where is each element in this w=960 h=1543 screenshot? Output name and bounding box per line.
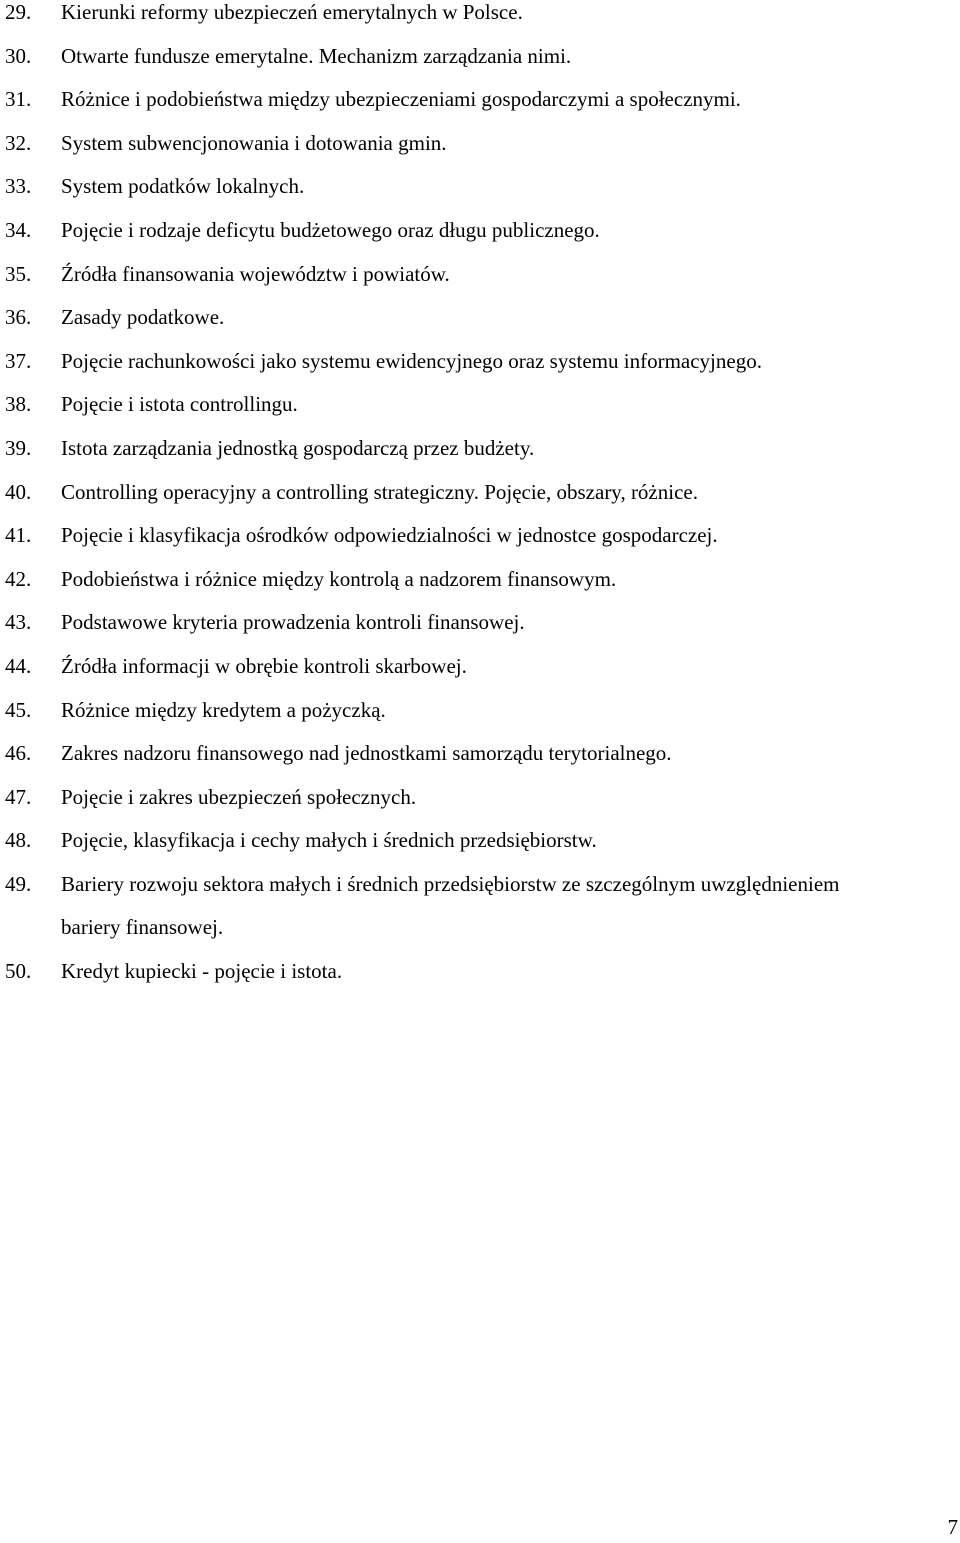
topic-number: 39. <box>5 435 32 460</box>
topic-item <box>5 863 905 950</box>
topic-text: Pojęcie rachunkowości jako systemu ewidencyjnego oraz systemu informacyjnego. <box>61 348 762 373</box>
topic-number: 34. <box>5 217 32 242</box>
topic-number: 38. <box>5 392 32 417</box>
topic-text: Bariery rozwoju sektora małych i średnich przedsiębiorstw ze szczególnym uwzględnieniem bariery finansowej. <box>61 871 840 940</box>
topic-text: Pojęcie, klasyfikacja i cechy małych i średnich przedsiębiorstw. <box>61 828 597 853</box>
topic-number: 37. <box>5 348 32 373</box>
topic-number: 36. <box>5 305 32 330</box>
topic-item <box>5 471 905 515</box>
topic-item <box>5 427 905 471</box>
topic-text: Zasady podatkowe. <box>61 305 225 330</box>
topic-text: Kredyt kupiecki - pojęcie i istota. <box>61 959 343 984</box>
topic-text: System podatków lokalnych. <box>61 174 305 199</box>
topic-number: 31. <box>5 87 32 112</box>
topic-number: 42. <box>5 566 32 591</box>
topic-text: Otwarte fundusze emerytalne. Mechanizm zarządzania nimi. <box>61 43 572 68</box>
topic-text: Pojęcie i istota controllingu. <box>61 392 298 417</box>
topic-item <box>5 340 905 384</box>
topic-text: Źródła informacji w obrębie kontroli skarbowej. <box>61 653 467 678</box>
topic-text: Pojęcie i zakres ubezpieczeń społecznych. <box>61 784 417 809</box>
topic-item <box>5 950 905 994</box>
topic-item <box>5 209 905 253</box>
topic-item <box>5 776 905 820</box>
topic-text: Różnice między kredytem a pożyczką. <box>61 697 386 722</box>
topic-number: 47. <box>5 784 32 809</box>
topic-item <box>5 601 905 645</box>
topic-text: Podstawowe kryteria prowadzenia kontroli finansowej. <box>61 610 525 635</box>
topic-number: 33. <box>5 174 32 199</box>
topic-list <box>5 0 905 994</box>
topic-item <box>5 35 905 79</box>
topic-number: 48. <box>5 828 32 853</box>
topic-text: Controlling operacyjny a controlling strategiczny. Pojęcie, obszary, różnice. <box>61 479 698 504</box>
topic-text: Kierunki reformy ubezpieczeń emerytalnych w Polsce. <box>61 0 523 24</box>
topic-number: 30. <box>5 43 32 68</box>
topic-number: 49. <box>5 871 32 896</box>
topic-number: 32. <box>5 130 32 155</box>
topic-item <box>5 819 905 863</box>
topic-number: 29. <box>5 0 32 24</box>
topic-number: 45. <box>5 697 32 722</box>
topic-item <box>5 165 905 209</box>
topic-text: Podobieństwa i różnice między kontrolą a nadzorem finansowym. <box>61 566 617 591</box>
topic-text: Różnice i podobieństwa między ubezpieczeniami gospodarczymi a społecznymi. <box>61 87 741 112</box>
page-number: 7 <box>947 1515 958 1539</box>
topic-number: 35. <box>5 261 32 286</box>
topic-text: Pojęcie i klasyfikacja ośrodków odpowiedzialności w jednostce gospodarczej. <box>61 523 718 548</box>
topic-number: 43. <box>5 610 32 635</box>
topic-text: Pojęcie i rodzaje deficytu budżetowego oraz długu publicznego. <box>61 217 600 242</box>
topic-item <box>5 78 905 122</box>
topic-item <box>5 689 905 733</box>
topic-text: Źródła finansowania województw i powiatów. <box>61 261 450 286</box>
topic-number: 41. <box>5 523 32 548</box>
topic-item <box>5 0 905 35</box>
topic-item <box>5 514 905 558</box>
topic-item <box>5 732 905 776</box>
topic-item <box>5 296 905 340</box>
topic-text: Zakres nadzoru finansowego nad jednostkami samorządu terytorialnego. <box>61 741 672 766</box>
topic-text: Istota zarządzania jednostką gospodarczą przez budżety. <box>61 435 535 460</box>
topic-item <box>5 253 905 297</box>
topic-number: 46. <box>5 741 32 766</box>
topic-item <box>5 558 905 602</box>
topic-number: 50. <box>5 959 32 984</box>
topic-number: 40. <box>5 479 32 504</box>
topic-item <box>5 645 905 689</box>
topic-item <box>5 383 905 427</box>
topic-number: 44. <box>5 653 32 678</box>
topic-item <box>5 122 905 166</box>
topic-text: System subwencjonowania i dotowania gmin. <box>61 130 447 155</box>
